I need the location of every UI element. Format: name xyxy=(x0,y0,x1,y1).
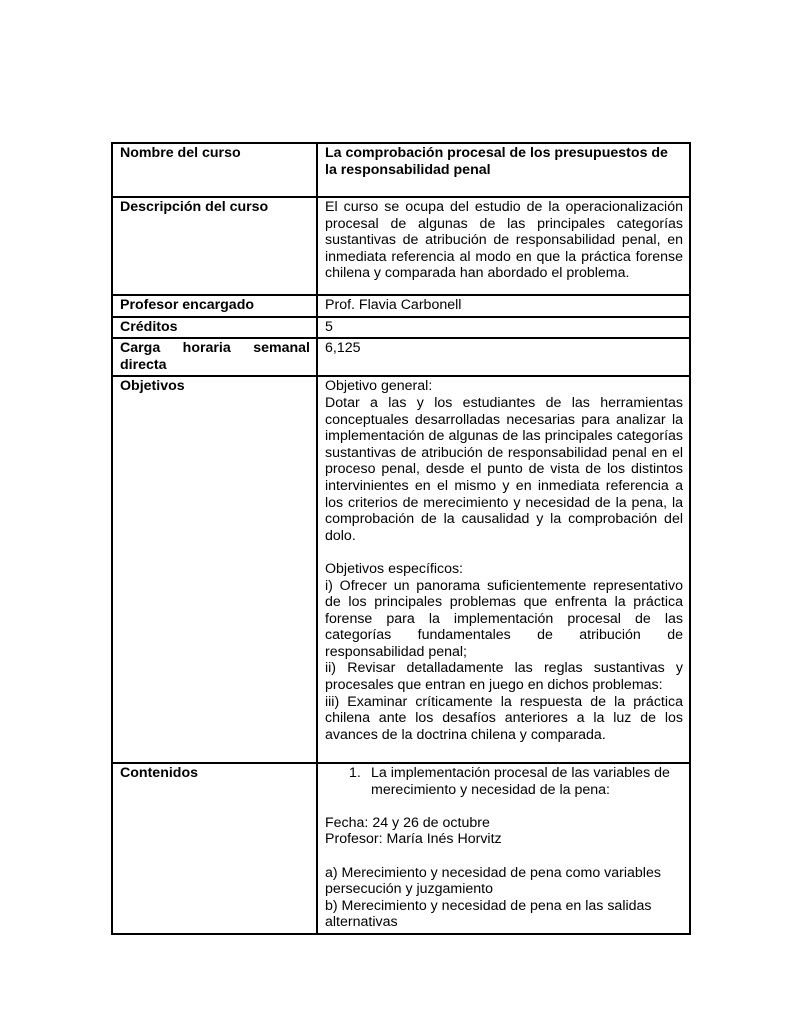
contents-professor: Profesor: María Inés Horvitz xyxy=(325,831,502,848)
specific-objective-item: iii) Examinar críticamente la respuesta de la práctica chilena ante los desafíos anteriores a la luz de los avances de la doctrina chilena y comparada. xyxy=(325,693,683,743)
objectives-label: Objetivos xyxy=(112,376,317,763)
professor-label: Profesor encargado xyxy=(112,295,317,317)
row-objectives xyxy=(112,376,690,763)
row-course-name xyxy=(112,143,690,197)
course-description-label: Descripción del curso xyxy=(112,197,317,295)
course-name-label: Nombre del curso xyxy=(112,143,317,197)
course-name-value: La comprobación procesal de los presupuestos de la responsabilidad penal xyxy=(317,143,690,197)
specific-objectives-heading: Objetivos específicos: xyxy=(325,560,463,577)
row-weekly-hours xyxy=(112,338,690,376)
contents-label: Contenidos xyxy=(112,763,317,934)
contents-value xyxy=(317,763,690,934)
row-course-description xyxy=(112,197,690,295)
professor-value: Prof. Flavia Carbonell xyxy=(317,295,690,317)
general-objective-text: Dotar a las y los estudiantes de las herramientas conceptuales desarrolladas necesarias para analizar la implementación de algunas de las principales categorías sustantivas de atribución de responsabilidad penal en el proceso penal, desde el punto de vista de los distintos intervinientes en el mismo y en inmediata referencia a los criterios de merecimiento y necesidad de la pena, la comprobación de la causalidad y la comprobación del dolo. xyxy=(325,394,683,544)
weekly-hours-value: 6,125 xyxy=(317,338,690,376)
list-number: 1. xyxy=(349,765,361,782)
weekly-hours-label: Carga horaria semanal directa xyxy=(112,338,317,376)
specific-objective-item: i) Ofrecer un panorama suficientemente representativo de los principales problemas que enfrenta la práctica forense para la implementación procesal de las categorías fundamentales de atribución de responsabilidad penal; xyxy=(325,577,683,660)
general-objective-heading: Objetivo general: xyxy=(325,378,433,395)
contents-date: Fecha: 24 y 26 de octubre xyxy=(325,814,490,831)
contents-list-item xyxy=(349,765,683,798)
specific-objective-item: ii) Revisar detalladamente las reglas sustantivas y procesales que entran en juego en dichos problemas: xyxy=(325,660,683,694)
credits-label: Créditos xyxy=(112,317,317,339)
objectives-value xyxy=(317,376,690,763)
contents-sub-item-b: b) Merecimiento y necesidad de pena en las salidas alternativas xyxy=(325,897,652,931)
row-professor xyxy=(112,295,690,317)
list-item-text: La implementación procesal de las variables de merecimiento y necesidad de la pena: xyxy=(371,765,670,798)
contents-sub-item-a: a) Merecimiento y necesidad de pena como variables persecución y juzgamiento xyxy=(325,864,661,898)
credits-value: 5 xyxy=(317,317,690,339)
course-description-value: El curso se ocupa del estudio de la operacionalización procesal de algunas de las principales categorías sustantivas de atribución de responsabilidad penal, en inmediata referencia al modo en que la práctica forense chilena y comparada han abordado el problema. xyxy=(317,197,690,295)
course-table xyxy=(111,142,691,935)
row-contents xyxy=(112,763,690,934)
row-credits xyxy=(112,317,690,339)
